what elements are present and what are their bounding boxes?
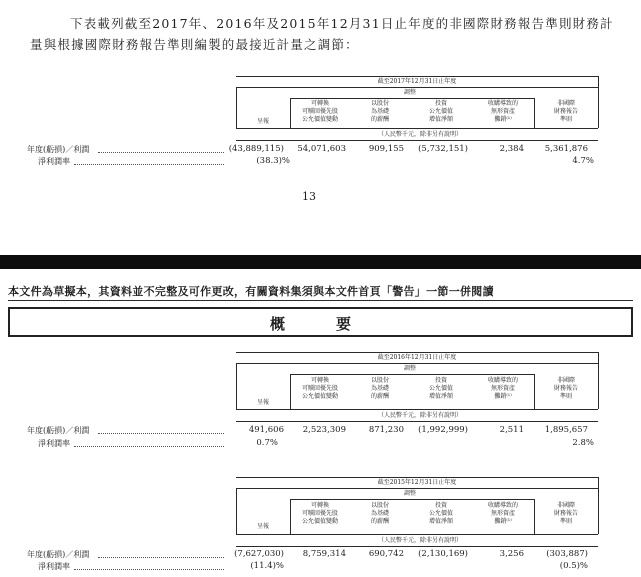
row-label-margin: 淨利潤率 <box>38 562 70 571</box>
cell-value: 8,759,314 <box>302 549 346 559</box>
col-investment-header: 投資 公允價值 增值淨額 <box>428 502 453 525</box>
col-sharebased-header: 以股份 為基礎 的薪酬 <box>370 377 389 400</box>
cell-value: 690,742 <box>368 549 404 559</box>
section-title: 概 要 <box>270 315 370 333</box>
cell-value: 1,895,657 <box>544 425 588 435</box>
margin-non-ifrs: 2.8% <box>572 438 594 448</box>
col-amortization-header: 收購導致的 無形資產 攤銷⁽¹⁾ <box>487 377 518 400</box>
col-nonifrs-header: 非國際 財務報告 準則 <box>553 377 578 400</box>
col-sharebased-header: 以股份 為基礎 的薪酬 <box>370 502 389 525</box>
margin-non-ifrs: 4.7% <box>572 156 594 166</box>
unit-note: （人民幣千元，除非另有說明） <box>377 537 462 544</box>
col-nonifrs-header: 非國際 財務報告 準則 <box>553 100 578 123</box>
col-nonifrs-header: 非國際 財務報告 準則 <box>553 502 578 525</box>
unit-note: （人民幣千元，除非另有說明） <box>377 412 462 419</box>
row-label-profit: 年度(虧損)／利潤 <box>27 426 90 435</box>
page-break-band <box>0 255 641 269</box>
period-header: 截至2016年12月31日止年度 <box>377 354 457 361</box>
col-reported-header: 呈報 <box>256 399 269 406</box>
intro-line-2: 量與根據國際財務報告準則編製的最接近計量之調節： <box>30 37 359 52</box>
adjustments-header: 調整 <box>403 365 416 372</box>
cell-value: 3,256 <box>499 549 524 559</box>
col-convertible-header: 可轉換 可贖回優先股 公允價值變動 <box>301 100 338 123</box>
col-amortization-header: 收購導致的 無形資產 攤銷⁽¹⁾ <box>487 100 518 123</box>
intro-line-1: 下表載列截至2017年、2016年及2015年12月31日止年度的非國際財務報告準則財務計 <box>70 16 614 31</box>
margin-reported: (38.3)% <box>256 156 290 166</box>
page-number: 13 <box>302 190 316 203</box>
cell-value: 2,384 <box>499 144 524 154</box>
col-sharebased-header: 以股份 為基礎 的薪酬 <box>370 100 389 123</box>
cell-value: (303,887) <box>546 549 588 559</box>
col-investment-header: 投資 公允價值 增值淨額 <box>428 377 453 400</box>
col-convertible-header: 可轉換 可贖回優先股 公允價值變動 <box>301 377 338 400</box>
col-reported-header: 呈報 <box>256 118 269 125</box>
row-label-margin: 淨利潤率 <box>38 157 70 166</box>
cell-value: 5,361,876 <box>544 144 588 154</box>
period-header: 截至2017年12月31日止年度 <box>377 78 457 85</box>
margin-reported: (11.4)% <box>250 561 284 571</box>
cell-value: 491,606 <box>248 425 284 435</box>
cell-value: 871,230 <box>368 425 404 435</box>
cell-value: 909,155 <box>368 144 404 154</box>
period-header: 截至2015年12月31日止年度 <box>377 479 457 486</box>
adjustments-header: 調整 <box>403 89 416 96</box>
row-label-profit: 年度(虧損)／利潤 <box>27 550 90 559</box>
col-reported-header: 呈報 <box>256 523 269 530</box>
col-convertible-header: 可轉換 可贖回優先股 公允價值變動 <box>301 502 338 525</box>
cell-value: (7,627,030) <box>234 549 284 559</box>
cell-value: (1,992,999) <box>418 425 468 435</box>
margin-non-ifrs: (0.5)% <box>559 561 588 571</box>
cell-value: 54,071,603 <box>297 144 346 154</box>
cell-value: 2,523,309 <box>302 425 346 435</box>
row-label-margin: 淨利潤率 <box>38 439 70 448</box>
adjustments-header: 調整 <box>403 490 416 497</box>
col-amortization-header: 收購導致的 無形資產 攤銷⁽¹⁾ <box>487 502 518 525</box>
cell-value: (2,130,169) <box>418 549 468 559</box>
col-investment-header: 投資 公允價值 增值淨額 <box>428 100 453 123</box>
draft-warning-banner: 本文件為草擬本，其資料並不完整及可作更改，有關資料集須與本文件首頁「警告」一節一併閱讀 <box>8 285 494 298</box>
margin-reported: 0.7% <box>256 438 278 448</box>
cell-value: (5,732,151) <box>418 144 468 154</box>
cell-value: (43,889,115) <box>228 144 284 154</box>
cell-value: 2,511 <box>499 425 524 435</box>
unit-note: （人民幣千元，除非另有說明） <box>377 131 462 138</box>
row-label-profit: 年度(虧損)／利潤 <box>27 145 90 154</box>
